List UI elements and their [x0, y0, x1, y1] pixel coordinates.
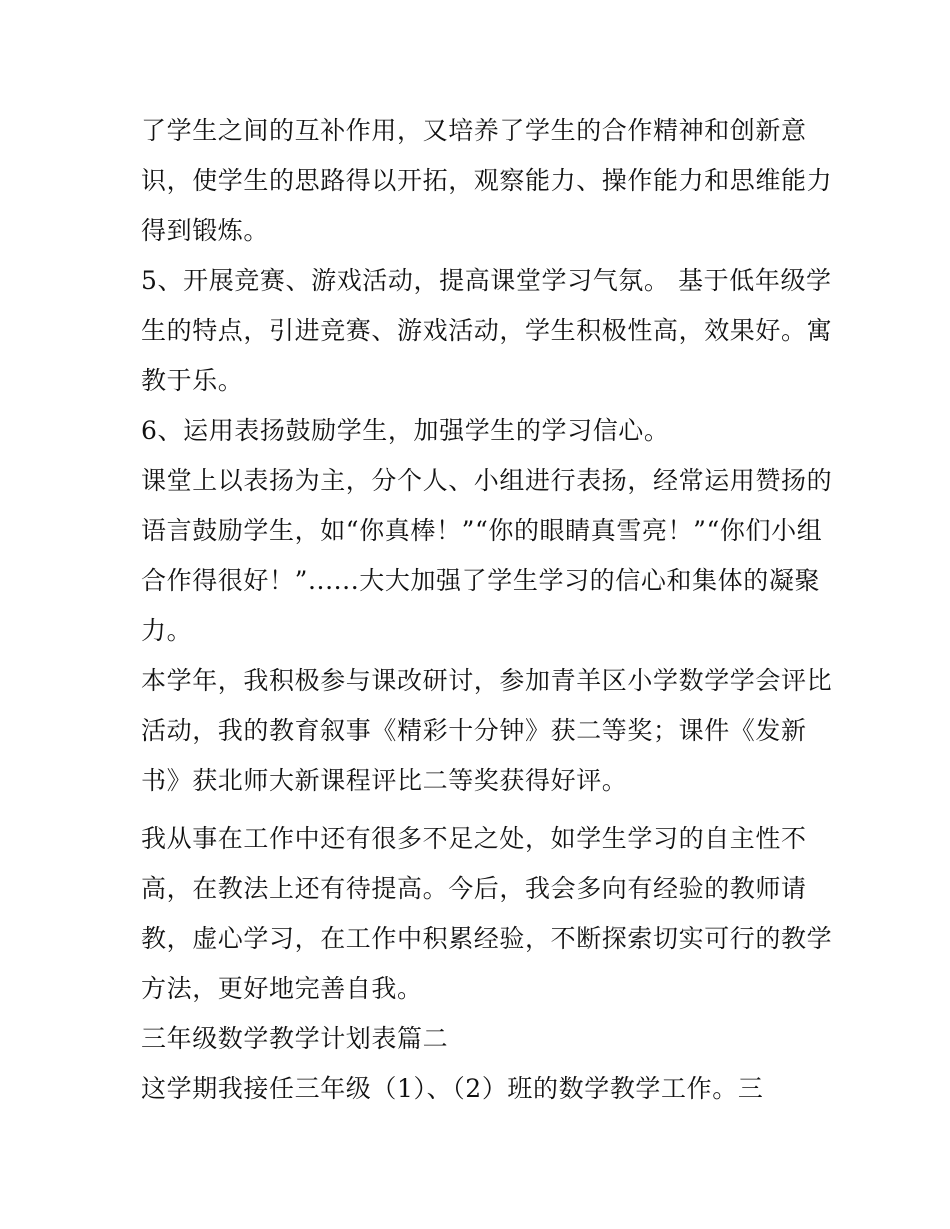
text-line: 得到锻炼。 — [141, 216, 270, 245]
text-line: 6、运用表扬鼓励学生，加强学生的学习信心。 — [141, 416, 670, 445]
text-line: 生的特点，引进竞赛、游戏活动，学生积极性高，效果好。寓 — [141, 316, 833, 345]
text-line: 这学期我接任三年级（1）、（2）班的数学教学工作。三 — [141, 1074, 764, 1103]
text-line: 语言鼓励学生，如“你真棒！”“你的眼睛真雪亮！”“你们小组 — [141, 516, 823, 545]
text-line: 了学生之间的互补作用，又培养了学生的合作精神和创新意 — [141, 116, 807, 145]
text-line: 识，使学生的思路得以开拓，观察能力、操作能力和思维能力 — [141, 166, 833, 195]
text-line: 力。 — [141, 616, 193, 645]
text-line: 方法，更好地完善自我。 — [141, 974, 423, 1003]
text-line: 活动，我的教育叙事《精彩十分钟》获二等奖；课件《发新 — [141, 716, 807, 745]
text-line: 合作得很好！”......大大加强了学生学习的信心和集体的凝聚 — [141, 566, 821, 595]
section-heading: 三年级数学教学计划表篇二 — [141, 1024, 449, 1053]
text-line: 5、开展竞赛、游戏活动，提高课堂学习气氛。 基于低年级学 — [141, 266, 832, 295]
text-line: 高，在教法上还有待提高。今后，我会多向有经验的教师请 — [141, 874, 807, 903]
text-line: 教于乐。 — [141, 366, 244, 395]
text-line: 我从事在工作中还有很多不足之处，如学生学习的自主性不 — [141, 824, 807, 853]
text-line: 教，虚心学习，在工作中积累经验，不断探索切实可行的教学 — [141, 924, 833, 953]
text-line: 课堂上以表扬为主，分个人、小组进行表扬，经常运用赞扬的 — [141, 466, 833, 495]
text-line: 书》获北师大新课程评比二等奖获得好评。 — [141, 766, 628, 795]
text-line: 本学年，我积极参与课改研讨，参加青羊区小学数学学会评比 — [141, 666, 833, 695]
